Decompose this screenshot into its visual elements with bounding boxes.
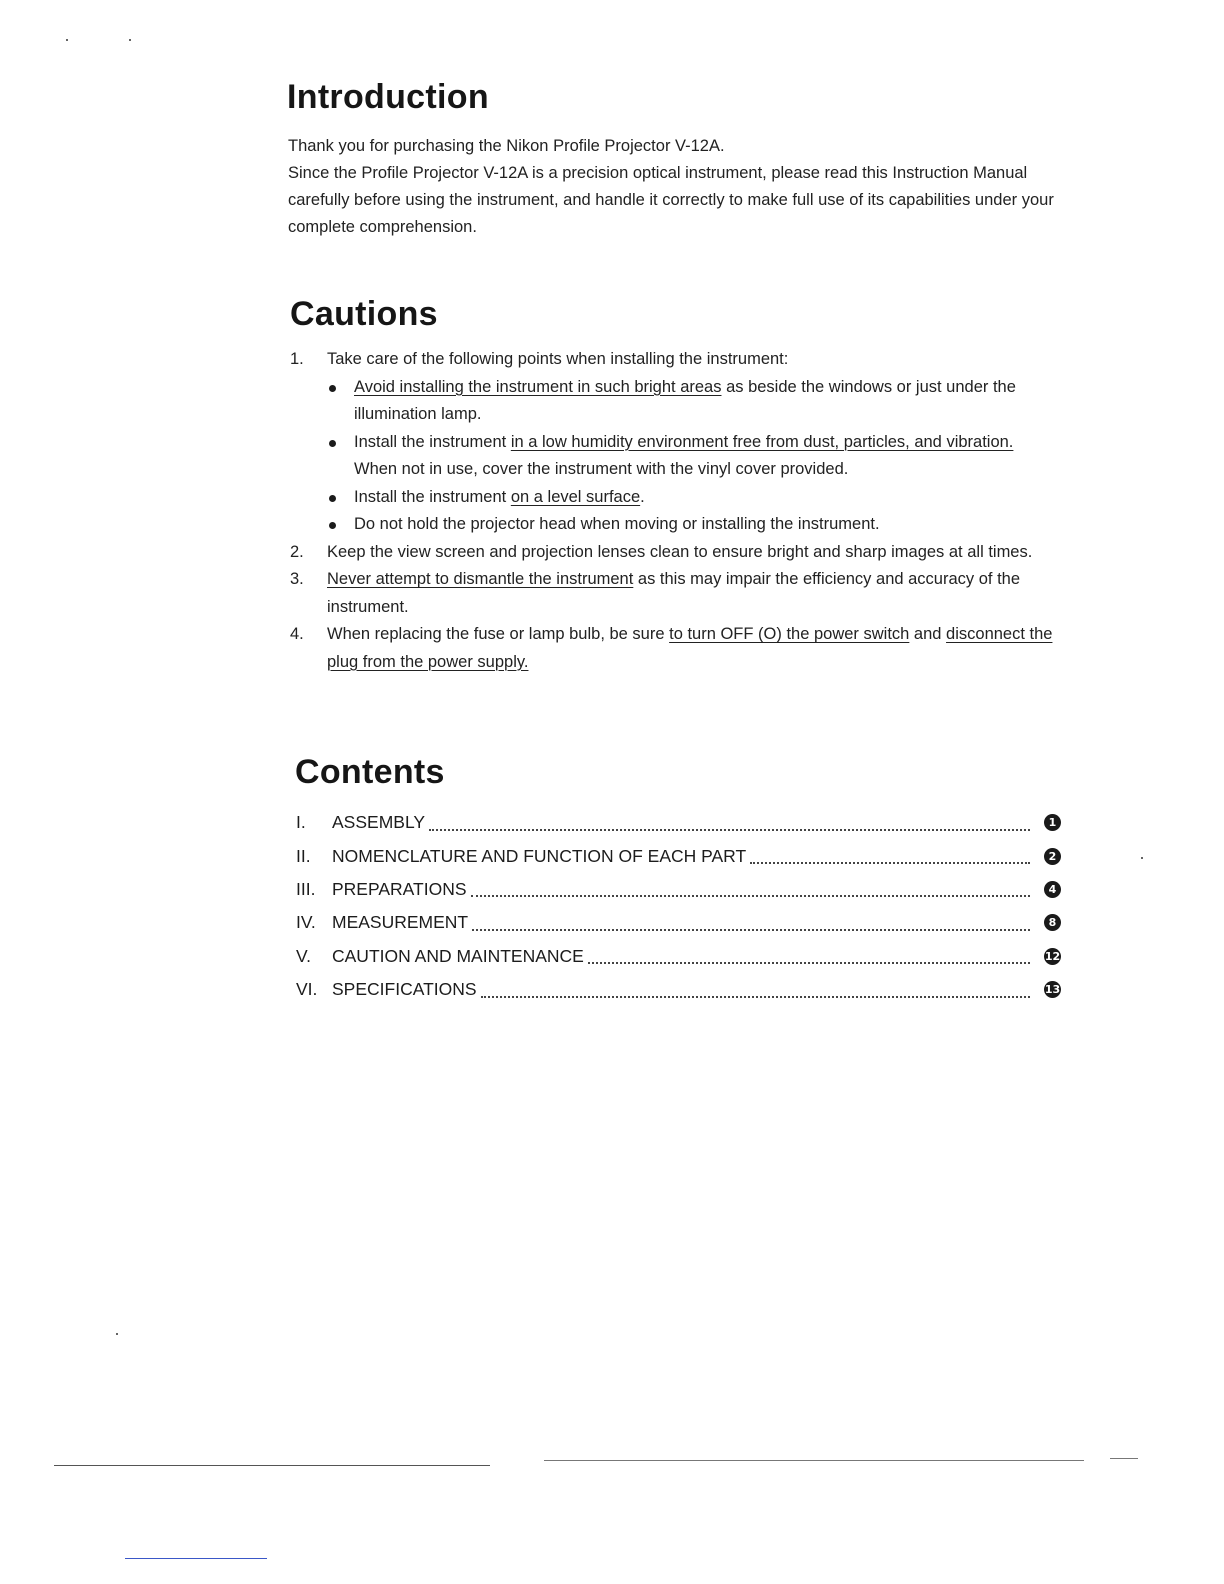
toc-entry-preparations[interactable] bbox=[296, 873, 1061, 906]
toc-page-badge: 1 bbox=[1044, 814, 1061, 831]
toc-page-badge: 4 bbox=[1044, 881, 1061, 898]
scan-speck bbox=[129, 39, 131, 41]
scan-speck bbox=[116, 1333, 118, 1335]
caution-number: 1. bbox=[290, 350, 304, 368]
bullet-icon bbox=[329, 522, 336, 529]
bullet-text: as beside the windows or just under the illumination lamp. bbox=[354, 377, 1016, 423]
caution-number: 2. bbox=[290, 542, 304, 561]
toc-entry-assembly[interactable] bbox=[296, 806, 1061, 839]
toc-entry-caution-maintenance[interactable] bbox=[296, 940, 1061, 973]
introduction-heading: Introduction bbox=[287, 78, 489, 116]
caution-item-1 bbox=[290, 346, 1060, 539]
bullet-text: When not in use, cover the instrument with the vinyl cover provided. bbox=[354, 460, 849, 478]
footer-rule-right bbox=[1110, 1458, 1138, 1459]
bullet-icon bbox=[329, 440, 336, 447]
caution-text: Take care of the following points when installing the instrument: bbox=[327, 350, 789, 368]
caution-text: When replacing the fuse or lamp bulb, be sure bbox=[327, 625, 670, 643]
toc-number: III. bbox=[296, 878, 316, 899]
introduction-paragraph-1: Thank you for purchasing the Nikon Profile Projector V-12A. bbox=[288, 137, 725, 155]
caution-item-2 bbox=[290, 539, 1060, 567]
toc-leader-dots bbox=[472, 927, 1030, 931]
caution-bullet-3 bbox=[327, 484, 1060, 512]
caution-text: and bbox=[909, 625, 947, 643]
toc-title: PREPARATIONS bbox=[332, 878, 467, 899]
underlined-text: Avoid installing the instrument in such bright areas bbox=[354, 377, 722, 396]
toc-leader-dots bbox=[471, 893, 1030, 897]
caution-number: 4. bbox=[290, 625, 304, 643]
toc-title: NOMENCLATURE AND FUNCTION OF EACH PART bbox=[332, 845, 747, 866]
cautions-list bbox=[290, 346, 1060, 676]
underlined-text: on a level surface bbox=[510, 487, 641, 506]
caution-item-3 bbox=[290, 566, 1060, 621]
caution-bullet-1 bbox=[327, 374, 1060, 429]
caution-bullet-4 bbox=[327, 511, 1060, 539]
footer-rule-left bbox=[54, 1465, 490, 1466]
toc-page-badge: 2 bbox=[1044, 848, 1061, 865]
underlined-text: disconnect the plug from the power supply. bbox=[327, 625, 1053, 671]
scan-speck bbox=[1141, 857, 1143, 859]
table-of-contents bbox=[296, 806, 1061, 1006]
toc-number: II. bbox=[296, 845, 311, 866]
caution-sublist bbox=[327, 374, 1060, 539]
caution-text: as this may impair the efficiency and accuracy of the instrument. bbox=[327, 570, 1021, 616]
bullet-text: Install the instrument bbox=[354, 432, 511, 451]
toc-leader-dots bbox=[429, 827, 1030, 831]
toc-title: SPECIFICATIONS bbox=[332, 979, 477, 1000]
toc-leader-dots bbox=[588, 960, 1030, 964]
toc-page-badge: 13 bbox=[1044, 983, 1061, 997]
toc-entry-measurement[interactable] bbox=[296, 906, 1061, 939]
caution-text: Keep the view screen and projection lenses clean to ensure bright and sharp images at all times. bbox=[327, 542, 1033, 561]
introduction-paragraph-2: Since the Profile Projector V-12A is a precision optical instrument, please read this Instruction Manual carefully before using the instrument, and handle it correctly to make full use of its capabilities under your complete comprehension. bbox=[288, 164, 1054, 236]
toc-page-badge: 8 bbox=[1044, 914, 1061, 931]
toc-number: IV. bbox=[296, 912, 316, 933]
toc-entry-nomenclature[interactable] bbox=[296, 839, 1061, 872]
caution-bullet-2 bbox=[327, 429, 1060, 484]
caution-number: 3. bbox=[290, 570, 304, 588]
toc-leader-dots bbox=[750, 860, 1030, 864]
caution-item-4 bbox=[290, 621, 1060, 676]
underlined-text: Never attempt to dismantle the instrument bbox=[327, 570, 634, 588]
toc-entry-specifications[interactable] bbox=[296, 973, 1061, 1006]
bullet-text: Install the instrument bbox=[354, 487, 511, 506]
bullet-text: Do not hold the projector head when moving or installing the instrument. bbox=[354, 515, 880, 533]
underlined-text: in a low humidity environment free from dust, particles, and vibration. bbox=[510, 432, 1014, 451]
toc-title: MEASUREMENT bbox=[332, 912, 469, 933]
toc-number: V. bbox=[296, 945, 311, 966]
toc-title: CAUTION AND MAINTENANCE bbox=[332, 945, 584, 966]
cautions-heading: Cautions bbox=[290, 295, 438, 333]
footer-rule-blue bbox=[125, 1558, 267, 1559]
contents-heading: Contents bbox=[295, 753, 445, 791]
bullet-icon bbox=[329, 495, 336, 502]
toc-number: I. bbox=[296, 812, 306, 833]
toc-leader-dots bbox=[481, 994, 1030, 998]
bullet-icon bbox=[329, 385, 336, 392]
toc-title: ASSEMBLY bbox=[332, 812, 426, 833]
toc-number: VI. bbox=[296, 979, 318, 1000]
bullet-text: . bbox=[640, 487, 645, 506]
footer-rule-middle bbox=[544, 1460, 1084, 1461]
toc-page-badge: 12 bbox=[1044, 949, 1061, 963]
underlined-text: to turn OFF (O) the power switch bbox=[669, 625, 910, 643]
scan-speck bbox=[66, 39, 68, 41]
